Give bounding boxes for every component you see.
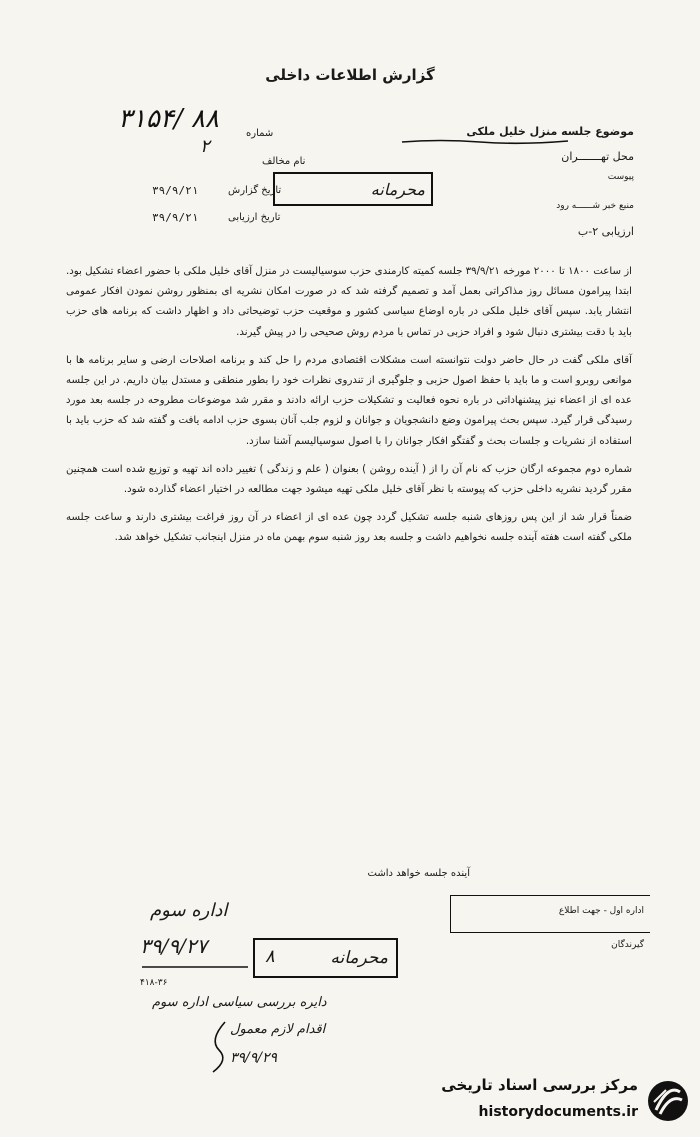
handwritten-department: اداره سوم: [150, 900, 228, 921]
receiver-label: گیرندگان: [611, 940, 644, 950]
signature-scribble: [205, 1020, 235, 1075]
closing-note: آینده جلسه خواهد داشت: [367, 868, 470, 879]
evaluation-line: ارزیابی ۲-ب: [577, 225, 634, 238]
document-title: گزارش اطلاعات داخلی: [265, 66, 435, 84]
handwritten-sub-number: ۲: [200, 136, 210, 157]
confidential-stamp-bottom-text: محرمانه: [330, 948, 388, 968]
confidential-stamp-top-text: محرمانه: [370, 180, 425, 199]
date1-value: ۳۹/۹/۲۱: [152, 184, 199, 197]
handwritten-date: ۳۹/۹/۲۷: [140, 934, 208, 958]
date-underline: [140, 964, 250, 970]
archive-name: مرکز بررسی اسناد تاریخی: [441, 1076, 638, 1094]
report-body: [66, 262, 632, 557]
small-code: ۴۱۸-۳۶: [140, 978, 168, 988]
number-label: شماره: [246, 128, 274, 139]
stamp-bottom-number: ۸: [265, 946, 275, 967]
archive-url: historydocuments.ir: [478, 1104, 638, 1120]
handwritten-note-2: اقدام لازم معمول: [230, 1022, 326, 1037]
handwritten-note-3: ۳۹/۹/۲۹: [230, 1050, 278, 1066]
handwritten-note-1: دایره بررسی سیاسی اداره سوم: [152, 995, 327, 1010]
subject-underline: [400, 138, 570, 146]
date1-label: تاریخ گزارش: [228, 185, 282, 196]
date2-label: تاریخ ارزیابی: [228, 212, 281, 223]
attachments-line: پیوست: [607, 172, 634, 182]
subject-line: موضوع جلسه منزل خلیل ملکی: [466, 125, 634, 138]
tracking-label: نام مخالف: [262, 156, 306, 167]
confidential-stamp-top: [273, 172, 433, 206]
receiver-line: اداره اول - جهت اطلاع: [558, 906, 644, 916]
archive-logo-icon: [646, 1076, 690, 1126]
report-paragraph-1: از ساعت ۱۸۰۰ تا ۲۰۰۰ مورخه ۳۹/۹/۲۱ جلسه کمیته کارمندی حزب سوسیالیست در منزل آقای خلیل ملکی با حضور اعضاء تشکیل بود. ابتدا پیرامون مسائل روز مذاکراتی بعمل آمد و تصمیم گرفته شد که در صورت امکان نشریه ای بمنظور روشن نمودن افکار عمومی انتشار یابد. سپس آقای خلیل ملکی در باره اوضاع سیاسی کشور و موقعیت حزب توضیحاتی داد و اظهار داشت که برنامه های حزب باید با دقت بیشتری دنبال شود و افراد حزبی در تماس با مردم روش صحیحی را در پیش گیرند.: [66, 266, 632, 338]
confidential-stamp-bottom: [253, 938, 398, 978]
source-line: منبع خبر شــــــه رود: [556, 201, 634, 211]
report-paragraph-4: ضمناً قرار شد از این پس روزهای شنبه جلسه تشکیل گردد چون عده ای از اعضاء در آن روز فراغت بیشتری دارند و ساعت جلسه ملکی گفته است هفته آینده جلسه نخواهیم داشت و جلسه بعد روز شنبه سوم بهمن ماه در منزل اینجانب تشکیل خواهد شد.: [66, 512, 632, 544]
report-paragraph-3: شماره دوم مجموعه ارگان حزب که نام آن را از ( آینده روشن ) بعنوان ( علم و زندگی ) تغییر داده اند تهیه و توزیع شده است همچنین مقرر گردید نشریه داخلی حزب که پیوسته با نظر آقای خلیل ملکی تهیه میشود جهت مطالعه در اختیار اعضاء گذارده شود.: [66, 463, 632, 496]
archive-watermark: [414, 1070, 690, 1132]
location-line: محل تهـــــــران: [561, 150, 634, 163]
report-paragraph-2: آقای ملکی گفت در حال حاضر دولت نتوانسته است مشکلات اقتصادی مردم را حل کند و برنامه اصلاحات ارضی و سایر برنامه ها با موانعی روبرو است و ما باید با حفظ اصول حزبی و جلوگیری از تندروی نظرات خود را بطور منطقی و مستدل بیان داریم. در این جلسه عده ای از اعضاء نیز پیشنهاداتی در باره نحوه فعالیت و تشکیلات حزب ارائه دادند و مقرر شد موضوعات مطروحه در جلسه بعد مورد رسیدگی قرار گیرد. سپس بحث پیرامون وضع دانشجویان و جوانان و لزوم جلب آنان بسوی حزب ادامه یافت و گفته شد که حزب باید با استفاده از نشریات و جلسات بحث و گفتگو افکار جوانان را با اصول سوسیالیسم آشنا سازد.: [66, 354, 632, 447]
date2-value: ۳۹/۹/۲۱: [152, 211, 199, 224]
handwritten-file-number: ۳۱۵۴/ ۸۸: [118, 104, 219, 134]
